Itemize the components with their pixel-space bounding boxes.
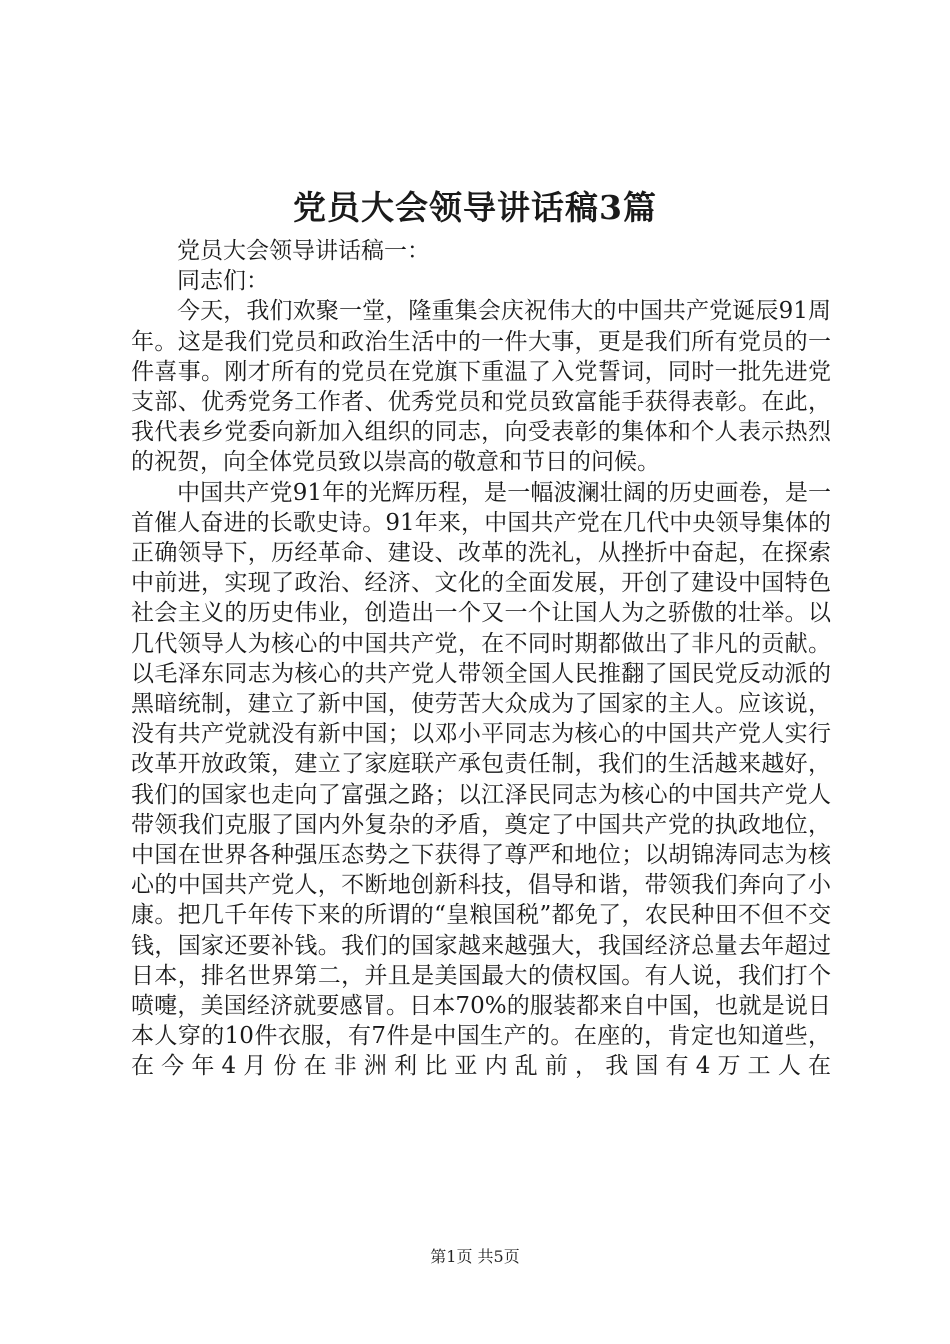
page-footer: 第1页 共5页 bbox=[430, 1247, 520, 1266]
document-body bbox=[131, 236, 831, 1082]
salutation-heading: 党员大会领导讲话稿一： bbox=[177, 238, 430, 264]
document-title: 党员大会领导讲话稿3篇 bbox=[293, 188, 657, 227]
paragraph-history: 中国共产党91年的光辉历程，是一幅波澜壮阔的历史画卷，是一首催人奋进的长歌史诗。91年来，中国共产党在几代中央领导集体的正确领导下，历经革命、建设、改革的洗礼，从挫折中奋起，在探索中前进，实现了政治、经济、文化的全面发展，开创了建设中国特色社会主义的历史伟业，创造出一个又一个让国人为之骄傲的壮举。以几代领导人为核心的中国共产党，在不同时期都做出了非凡的贡献。以毛泽东同志为核心的共产党人带领全国人民推翻了国民党反动派的黑暗统制，建立了新中国，使劳苦大众成为了国家的主人。应该说，没有共产党就没有新中国；以邓小平同志为核心的中国共产党人实行改革开放政策，建立了家庭联产承包责任制，我们的生活越来越好，我们的国家也走向了富强之路；以江泽民同志为核心的中国共产党人带领我们克服了国内外复杂的矛盾，奠定了中国共产党的执政地位，中国在世界各种强压态势之下获得了尊严和地位；以胡锦涛同志为核心的中国共产党人，不断地创新科技，倡导和谐，带领我们奔向了小康。把几千年传下来的所谓的“皇粮国税”都免了，农民种田不但不交钱，国家还要补钱。我们的国家越来越强大，我国经济总量去年超过日本，排名世界第二，并且是美国最大的债权国。有人说，我们打个喷嚏，美国经济就要感冒。日本70%的服装都来自中国，也就是说日本人穿的10件衣服，有7件是中国生产的。在座的，肯定也知道些，在今年4月份在非洲利比亚内乱前，我国有4万工人在 bbox=[131, 479, 831, 1080]
salutation: 同志们： bbox=[177, 268, 269, 295]
paragraph-opening: 今天，我们欢聚一堂，隆重集会庆祝伟大的中国共产党诞辰91周年。这是我们党员和政治生活中的一件大事，更是我们所有党员的一件喜事。刚才所有的党员在党旗下重温了入党誓词，同时一批先进党支部、优秀党务工作者、优秀党员和党员致富能手获得表彰。在此，我代表乡党委向新加入组织的同志，向受表彰的集体和个人表示热烈的祝贺，向全体党员致以崇高的敬意和节日的问候。 bbox=[131, 298, 831, 476]
